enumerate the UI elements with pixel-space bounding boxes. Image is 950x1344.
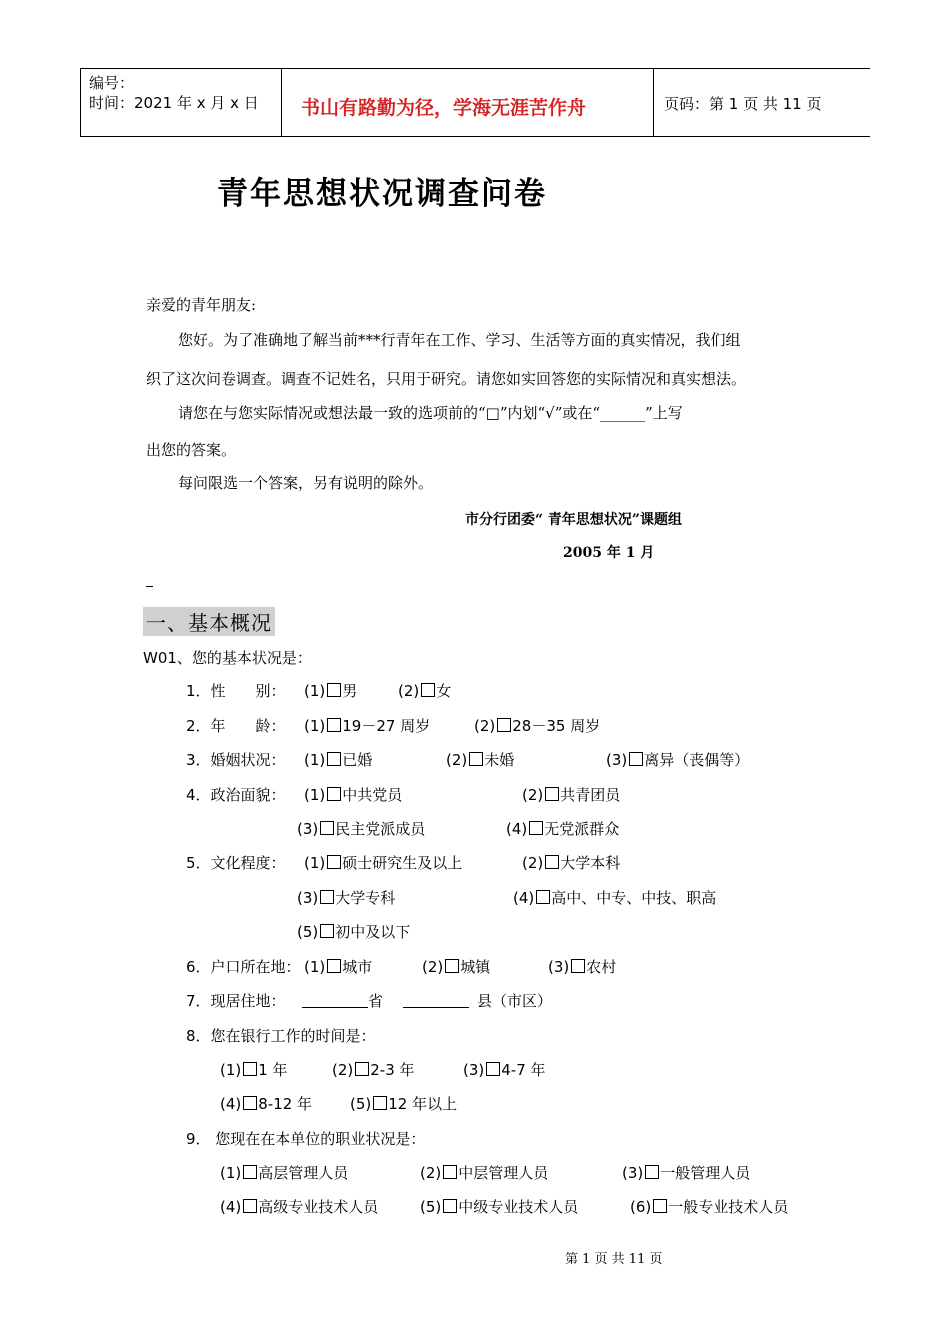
header-meta — [89, 73, 259, 113]
q5-option-2[interactable]: (2) 大学本科 — [522, 854, 621, 872]
header-motto: 书山有路勤为径，学海无涯苦作舟 — [301, 97, 587, 119]
intro-paragraph-3: 每问限选一个答案，另有说明的除外。 — [178, 474, 434, 492]
q9-option-5[interactable]: (5) 中级专业技术人员 — [420, 1198, 579, 1216]
page-footer: 第 1 页 共 11 页 — [565, 1252, 663, 1267]
checkbox[interactable] — [443, 1165, 457, 1179]
q7-province-field[interactable]: 省 — [302, 990, 383, 1011]
q3-label: 3．婚姻状况： — [186, 751, 286, 769]
q4-option-2[interactable]: (2) 共青团员 — [522, 786, 621, 804]
q1-label: 1．性 别： — [186, 682, 286, 700]
checkbox[interactable] — [529, 821, 543, 835]
checkbox[interactable] — [545, 855, 559, 869]
checkbox[interactable] — [327, 787, 341, 801]
q9-option-3[interactable]: (3) 一般管理人员 — [622, 1164, 751, 1182]
checkbox[interactable] — [243, 1062, 257, 1076]
q8-option-4[interactable]: (4) 8-12 年 — [220, 1095, 313, 1113]
q4-option-3[interactable]: (3) 民主党派成员 — [297, 820, 426, 838]
q5-option-1[interactable]: (1) 硕士研究生及以上 — [304, 854, 463, 872]
checkbox[interactable] — [571, 959, 585, 973]
q5-option-3[interactable]: (3) 大学专科 — [297, 889, 396, 907]
checkbox[interactable] — [486, 1062, 500, 1076]
checkbox[interactable] — [355, 1062, 369, 1076]
dash-mark — [146, 586, 153, 587]
header-divider — [80, 69, 81, 136]
checkbox[interactable] — [327, 718, 341, 732]
checkbox[interactable] — [243, 1096, 257, 1110]
province-blank[interactable] — [302, 993, 368, 1008]
header-page-number: 页码：第 1 页 共 11 页 — [664, 95, 822, 113]
q8-option-5[interactable]: (5) 12 年以上 — [350, 1095, 458, 1113]
checkbox[interactable] — [645, 1165, 659, 1179]
intro-paragraph-1a: 您好。为了准确地了解当前***行青年在工作、学习、生活等方面的真实情况，我们组 — [178, 331, 741, 349]
q6-option-3[interactable]: (3) 农村 — [548, 958, 617, 976]
q2-label: 2．年 龄： — [186, 717, 286, 735]
q9-label: 9． 您现在在本单位的职业状况是： — [186, 1130, 426, 1148]
q6-option-2[interactable]: (2) 城镇 — [422, 958, 491, 976]
q7-label: 7．现居住地： — [186, 992, 286, 1010]
checkbox[interactable] — [497, 718, 511, 732]
checkbox[interactable] — [327, 752, 341, 766]
q5-option-5[interactable]: (5) 初中及以下 — [297, 923, 411, 941]
page-header — [80, 68, 870, 137]
checkbox[interactable] — [243, 1165, 257, 1179]
checkbox[interactable] — [320, 890, 334, 904]
checkbox[interactable] — [629, 752, 643, 766]
q5-option-4[interactable]: (4) 高中、中专、中技、职高 — [513, 889, 717, 907]
q6-option-1[interactable]: (1) 城市 — [304, 958, 373, 976]
header-time: 时间：2021 年 x 月 x 日 — [89, 94, 259, 112]
q8-option-2[interactable]: (2) 2-3 年 — [332, 1061, 415, 1079]
signature-date: 2005 年 1 月 — [563, 545, 655, 561]
q3-option-1[interactable]: (1) 已婚 — [304, 751, 373, 769]
checkbox[interactable] — [469, 752, 483, 766]
checkbox[interactable] — [443, 1199, 457, 1213]
q3-option-3[interactable]: (3) 离异（丧偶等） — [606, 751, 750, 769]
intro-paragraph-2a: 请您在与您实际情况或想法最一致的选项前的“□”内划“√”或在“______”上写 — [178, 404, 683, 422]
q4-label: 4．政治面貌： — [186, 786, 286, 804]
q1-option-male[interactable]: (1) 男 — [304, 682, 358, 700]
intro-paragraph-2b: 出您的答案。 — [146, 441, 237, 459]
checkbox[interactable] — [327, 683, 341, 697]
q2-option-2[interactable]: (2) 28－35 周岁 — [474, 717, 601, 735]
q8-option-3[interactable]: (3) 4-7 年 — [463, 1061, 546, 1079]
checkbox[interactable] — [653, 1199, 667, 1213]
header-divider — [281, 69, 282, 136]
checkbox[interactable] — [327, 855, 341, 869]
q9-option-2[interactable]: (2) 中层管理人员 — [420, 1164, 549, 1182]
q8-option-1[interactable]: (1) 1 年 — [220, 1061, 288, 1079]
q3-option-2[interactable]: (2) 未婚 — [446, 751, 515, 769]
checkbox[interactable] — [421, 683, 435, 697]
checkbox[interactable] — [320, 924, 334, 938]
q9-option-4[interactable]: (4) 高级专业技术人员 — [220, 1198, 379, 1216]
checkbox[interactable] — [327, 959, 341, 973]
q6-label: 6．户口所在地： — [186, 958, 301, 976]
checkbox[interactable] — [320, 821, 334, 835]
checkbox[interactable] — [545, 787, 559, 801]
section-title: 一、基本概况 — [143, 607, 275, 636]
q8-label: 8．您在银行工作的时间是： — [186, 1027, 376, 1045]
q7-county-field[interactable]: 县（市区） — [403, 990, 552, 1011]
q9-option-6[interactable]: (6) 一般专业技术人员 — [630, 1198, 789, 1216]
header-divider — [653, 69, 654, 136]
q9-option-1[interactable]: (1) 高层管理人员 — [220, 1164, 349, 1182]
checkbox[interactable] — [445, 959, 459, 973]
q1-option-female[interactable]: (2) 女 — [398, 682, 452, 700]
greeting: 亲爱的青年朋友: — [146, 296, 257, 314]
question-w01: W01、您的基本状况是： — [143, 649, 312, 667]
q4-option-4[interactable]: (4) 无党派群众 — [506, 820, 620, 838]
document-title: 青年思想状况调查问卷 — [217, 176, 547, 212]
checkbox[interactable] — [373, 1096, 387, 1110]
signature: 市分行团委“ 青年思想状况”课题组 — [465, 512, 682, 528]
intro-paragraph-1b: 织了这次问卷调查。调查不记姓名，只用于研究。请您如实回答您的实际情况和真实想法。 — [146, 370, 747, 388]
header-number: 编号： — [89, 74, 135, 92]
checkbox[interactable] — [536, 890, 550, 904]
q2-option-1[interactable]: (1) 19－27 周岁 — [304, 717, 431, 735]
county-blank[interactable] — [403, 993, 469, 1008]
checkbox[interactable] — [243, 1199, 257, 1213]
q4-option-1[interactable]: (1) 中共党员 — [304, 786, 403, 804]
q5-label: 5．文化程度： — [186, 854, 286, 872]
